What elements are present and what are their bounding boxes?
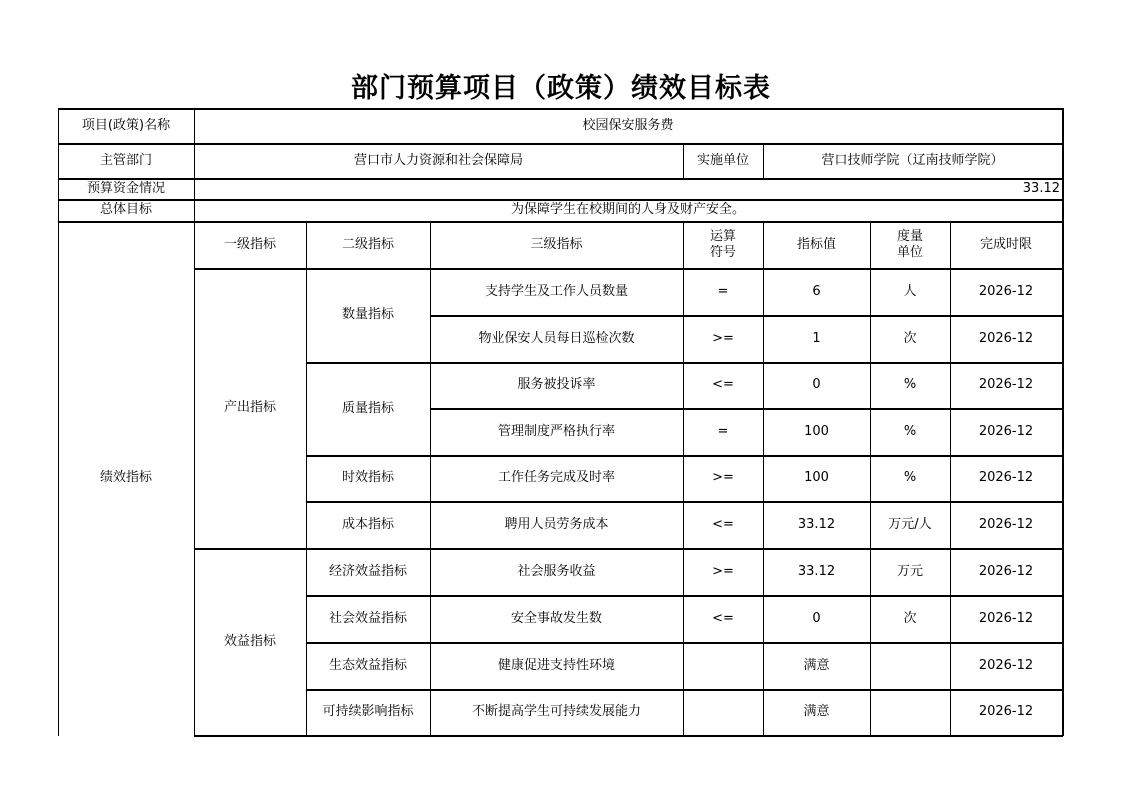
indicator-unit: 次 — [903, 330, 917, 346]
performance-label: 绩效指标 — [99, 470, 152, 485]
header-level2: 二级指标 — [341, 236, 394, 252]
indicator-deadline: 2026-12 — [978, 470, 1034, 485]
indicator-value: 100 — [804, 470, 829, 485]
level1-benefit: 效益指标 — [223, 633, 276, 649]
header-operator: 运算 符号 — [709, 228, 736, 260]
indicator-operator: >= — [712, 563, 734, 579]
indicator-name: 工作任务完成及时率 — [497, 470, 615, 485]
indicator-deadline: 2026-12 — [978, 377, 1034, 392]
indicator-operator: = — [717, 283, 729, 299]
department-value: 营口市人力资源和社会保障局 — [353, 152, 523, 168]
level2-group: 经济效益指标 — [328, 563, 407, 579]
indicator-name: 安全事故发生数 — [510, 610, 602, 626]
level2-group: 可持续影响指标 — [322, 704, 414, 719]
indicator-operator: >= — [712, 470, 734, 485]
funding-label: 预算资金情况 — [86, 180, 165, 196]
project-name-label: 项目(政策)名称 — [81, 117, 171, 133]
level2-group: 时效指标 — [341, 470, 394, 485]
indicator-value: 满意 — [803, 657, 830, 673]
indicator-unit: % — [903, 423, 917, 439]
page-title: 部门预算项目（政策）绩效目标表 — [351, 73, 771, 104]
indicator-value: 100 — [804, 423, 829, 439]
indicator-name: 不断提高学生可持续发展能力 — [471, 704, 641, 719]
implementer-label: 实施单位 — [696, 152, 749, 168]
indicator-value: 1 — [812, 330, 821, 346]
indicator-deadline: 2026-12 — [978, 516, 1034, 532]
header-level3: 三级指标 — [530, 236, 583, 252]
header-unit: 度量 单位 — [896, 228, 923, 260]
implementer-value: 营口技师学院（辽南技师学院） — [821, 152, 1004, 168]
overall-goal-value: 为保障学生在校期间的人身及财产安全。 — [510, 202, 745, 217]
header-target-value: 指标值 — [796, 236, 836, 252]
indicator-operator: <= — [712, 610, 734, 626]
indicator-value: 0 — [812, 610, 821, 626]
indicator-operator: >= — [712, 330, 734, 346]
level2-group: 成本指标 — [341, 516, 394, 532]
indicator-value: 0 — [812, 377, 821, 392]
level1-output: 产出指标 — [223, 400, 276, 415]
indicator-unit: 次 — [903, 610, 917, 626]
header-deadline: 完成时限 — [979, 236, 1032, 252]
level2-group: 数量指标 — [341, 307, 394, 322]
indicator-name: 健康促进支持性环境 — [497, 657, 615, 673]
level2-group: 生态效益指标 — [328, 657, 407, 673]
indicator-name: 管理制度严格执行率 — [497, 423, 615, 439]
level2-group: 社会效益指标 — [328, 610, 407, 626]
indicator-value: 6 — [812, 283, 821, 299]
indicator-unit: 万元 — [896, 563, 923, 579]
indicator-unit: 万元/人 — [888, 516, 932, 532]
indicator-unit: % — [903, 377, 917, 392]
indicator-unit — [870, 642, 950, 689]
indicator-name: 聘用人员劳务成本 — [504, 516, 609, 532]
header-level1: 一级指标 — [223, 236, 276, 252]
funding-value: 33.12 — [1022, 180, 1060, 196]
project-name-value: 校园保安服务费 — [582, 117, 674, 133]
indicator-operator — [683, 642, 763, 689]
indicator-value: 33.12 — [797, 516, 836, 532]
table-border — [194, 735, 1063, 737]
indicator-deadline: 2026-12 — [978, 610, 1034, 626]
indicator-unit — [870, 689, 950, 735]
indicator-name: 支持学生及工作人员数量 — [484, 283, 628, 299]
indicator-deadline: 2026-12 — [978, 283, 1034, 299]
indicator-name: 社会服务收益 — [517, 563, 596, 579]
indicator-unit: 人 — [903, 283, 917, 299]
indicator-name: 服务被投诉率 — [517, 377, 596, 392]
indicator-operator — [683, 689, 763, 735]
indicator-operator: = — [717, 423, 729, 439]
indicator-operator: <= — [712, 516, 734, 532]
indicator-deadline: 2026-12 — [978, 704, 1034, 719]
indicator-deadline: 2026-12 — [978, 657, 1034, 673]
department-label: 主管部门 — [99, 152, 152, 168]
indicator-deadline: 2026-12 — [978, 563, 1034, 579]
indicator-name: 物业保安人员每日巡检次数 — [478, 330, 635, 346]
level2-group: 质量指标 — [341, 400, 394, 416]
indicator-unit: % — [903, 470, 917, 485]
indicator-operator: <= — [712, 377, 734, 392]
overall-goal-label: 总体目标 — [99, 202, 152, 217]
indicator-value: 满意 — [803, 704, 830, 719]
indicator-deadline: 2026-12 — [978, 423, 1034, 439]
indicator-value: 33.12 — [797, 563, 836, 579]
indicator-deadline: 2026-12 — [978, 330, 1034, 346]
